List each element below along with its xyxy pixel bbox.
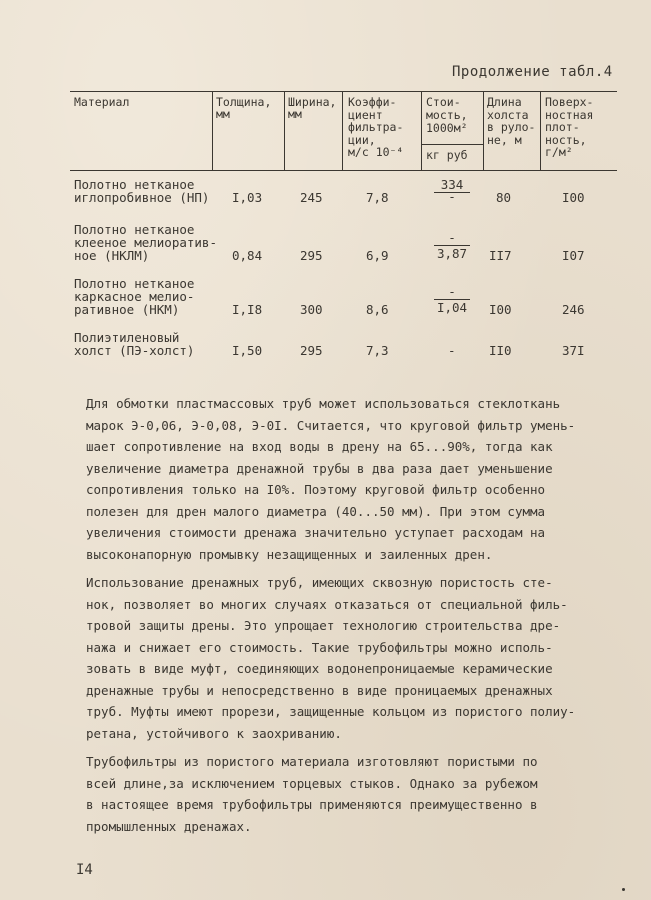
column-divider xyxy=(212,92,213,170)
row-cost-bottom: - xyxy=(448,189,456,204)
properties-table xyxy=(70,91,617,358)
table-row xyxy=(70,277,617,325)
row-density: 37I xyxy=(562,343,585,358)
column-divider xyxy=(421,92,422,170)
row-cost-top: 334 xyxy=(440,177,464,192)
row-cost xyxy=(422,285,482,314)
row-cost-top: - xyxy=(448,230,456,245)
page-number: I4 xyxy=(76,862,93,878)
column-divider xyxy=(540,92,541,170)
header-cost: Стои- мость, 1000м² xyxy=(426,95,468,135)
header-width: Ширина, мм xyxy=(288,95,337,121)
row-coefficient: 7,8 xyxy=(366,190,389,205)
body-paragraph: Для обмотки пластмассовых труб может использоваться стеклоткань марок Э-0,06, Э-0,08, Э-0I. Считается, что круговой фильтр умень- шает сопротивление на вход воды в дрену на 65...90%, тогда как увеличение диаметра дренажной трубы в два раза дает уменьшение сопротивления только на I0%. Поэтому круговой фильтр особенно полезен для дрен малого диаметра (40...50 мм). При этом сумма увеличения стоимости дренажа значительно уступает расходам на высоконапорную промывку незащищенных и заиленных дрен. xyxy=(86,396,576,562)
header-cost-divider xyxy=(421,144,483,145)
header-material: Материал xyxy=(74,95,130,109)
table-header xyxy=(70,91,617,171)
row-material: Полиэтиленовый холст (ПЭ-холст) xyxy=(74,330,195,358)
row-cost-bottom: I,04 xyxy=(436,300,468,315)
row-length: II7 xyxy=(489,248,512,263)
row-material: Полотно нетканое иглопробивное (НП) xyxy=(74,177,210,205)
body-paragraph: Использование дренажных труб, имеющих сквозную пористость сте- нок, позволяет во многих случаях отказаться от специальной филь- тровой защиты дрены. Это упрощает технологию строительства дре- нажа и снижает его стоимость. Такие трубофильтры можно исполь- зовать в виде муфт, соединяющих водонепроницаемые керамические дренажные трубы и непосредственно в виде проницаемых дренажных труб. Муфты имеют прорези, защищенные кольцом из пористого полиу- ретана, устойчивого к заохриванию. xyxy=(86,575,576,741)
row-material: Полотно нетканое каркасное мелио- ративное (НКМ) xyxy=(74,276,195,317)
row-length: 80 xyxy=(496,190,512,205)
row-coefficient: 7,3 xyxy=(366,343,389,358)
table-row xyxy=(70,223,617,271)
row-thickness: I,50 xyxy=(232,343,263,358)
column-divider xyxy=(284,92,285,170)
row-width: 245 xyxy=(300,190,323,205)
paper-speck xyxy=(622,888,625,891)
header-cost-units: кг руб xyxy=(426,148,468,162)
row-width: 300 xyxy=(300,302,323,317)
header-coefficient: Коэффи- циент фильтра- ции, м/с 10⁻⁴ xyxy=(348,95,404,159)
row-thickness: 0,84 xyxy=(232,248,263,263)
table-row xyxy=(70,331,617,361)
row-cost-top: - xyxy=(448,284,456,299)
row-density: I00 xyxy=(562,190,585,205)
body-paragraph: Трубофильтры из пористого материала изготовляют пористыми по всей длине,за исключением торцевых стыков. Однако за рубежом в настоящее время трубофильтры применяются преимущественно в промышленных дренажах. xyxy=(86,754,538,834)
row-length: I00 xyxy=(489,302,512,317)
row-width: 295 xyxy=(300,248,323,263)
row-length: II0 xyxy=(489,343,512,358)
row-cost xyxy=(422,178,482,203)
row-cost: - xyxy=(448,343,456,358)
header-density: Поверх- ностная плот- ность, г/м² xyxy=(545,95,594,159)
column-divider xyxy=(483,92,484,170)
row-material: Полотно нетканое клееное мелиоратив- ное (НКЛМ) xyxy=(74,222,217,263)
header-length: Длина холста в руло- не, м xyxy=(487,95,536,147)
row-density: I07 xyxy=(562,248,585,263)
row-thickness: I,03 xyxy=(232,190,263,205)
column-divider xyxy=(342,92,343,170)
row-density: 246 xyxy=(562,302,585,317)
row-coefficient: 6,9 xyxy=(366,248,389,263)
row-width: 295 xyxy=(300,343,323,358)
row-coefficient: 8,6 xyxy=(366,302,389,317)
row-cost xyxy=(422,231,482,260)
header-thickness: Толщина, мм xyxy=(216,95,272,121)
table-row xyxy=(70,178,617,218)
row-cost-bottom: 3,87 xyxy=(436,246,468,261)
table-continuation-label: Продолжение табл.4 xyxy=(452,64,613,80)
row-thickness: I,I8 xyxy=(232,302,263,317)
